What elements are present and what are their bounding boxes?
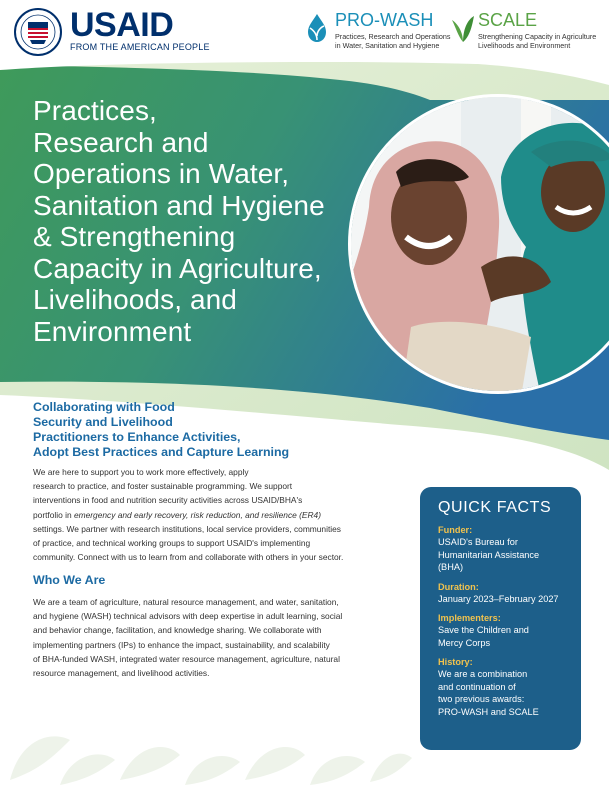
scale-name: SCALE <box>478 10 538 30</box>
intro-subheading: Collaborating with Food Security and Livelihood Practitioners to Enhance Activities, Adopt Best Practices and Capture Learning <box>33 400 290 459</box>
duration-value: January 2023–February 2027 <box>438 593 559 604</box>
funder-value: USAID's Bureau for Humanitarian Assistance (BHA) <box>438 537 540 572</box>
intro-paragraph: We are here to support you to work more effectively, apply research to practice, and foster sustainable programming. We support interventions in food and nutrition security activities across USAID/BHA's portfolio in emergency and early recovery, risk reduction, and resilience (ER4) settings. We partner with research institutions, local service providers, communities of practice, and technical working groups to support USAID's implementing community. Connect with us to learn from and collaborate with others in your sector. <box>33 467 344 563</box>
implementers-label: Implementers: <box>438 613 501 623</box>
prowash-name: PRO-WASH <box>335 10 434 30</box>
funder-label: Funder: <box>438 525 473 535</box>
usaid-wordmark: USAID <box>70 6 174 44</box>
usaid-seal-icon <box>14 8 62 56</box>
prowash-subtitle: Practices, Research and Operations in Water, Sanitation and Hygiene <box>335 32 451 50</box>
duration-label: Duration: <box>438 581 479 592</box>
scale-subtitle: Strengthening Capacity in Agriculture Livelihoods and Environment <box>478 32 597 50</box>
who-we-are-heading: Who We Are <box>33 573 106 587</box>
history-label: History: <box>438 657 473 667</box>
leaf-sprout-icon <box>450 12 476 44</box>
history-value: We are a combination and continuation of two previous awards: PRO-WASH and SCALE <box>438 669 539 717</box>
quick-facts-title: QUICK FACTS <box>438 499 552 516</box>
implementers-value: Save the Children and Mercy Corps <box>438 625 529 648</box>
page-title: Practices, Research and Operations in Water, Sanitation and Hygiene & Strengthening Capacity in Agriculture, Livelihoods, and Environment <box>33 95 325 347</box>
who-we-are-paragraph: We are a team of agriculture, natural resource management, and water, sanitation, and hygiene (WASH) technical advisors with deep expertise in adult learning, social and behavior change, facilitation, and knowledge sharing. We collaborate with implementing partners (IPs) to enhance the impact, sustainability, and scalability of BHA-funded WASH, integrated water resource management, agriculture, natural resource management, and livelihood activities. <box>33 597 343 679</box>
usaid-tagline: FROM THE AMERICAN PEOPLE <box>70 42 210 52</box>
quick-facts-box <box>420 487 581 750</box>
intro-emphasis: emergency and early recovery, risk reduction, and resilience (ER4) <box>73 509 321 520</box>
water-drop-plant-icon <box>302 12 332 44</box>
header <box>0 0 609 62</box>
